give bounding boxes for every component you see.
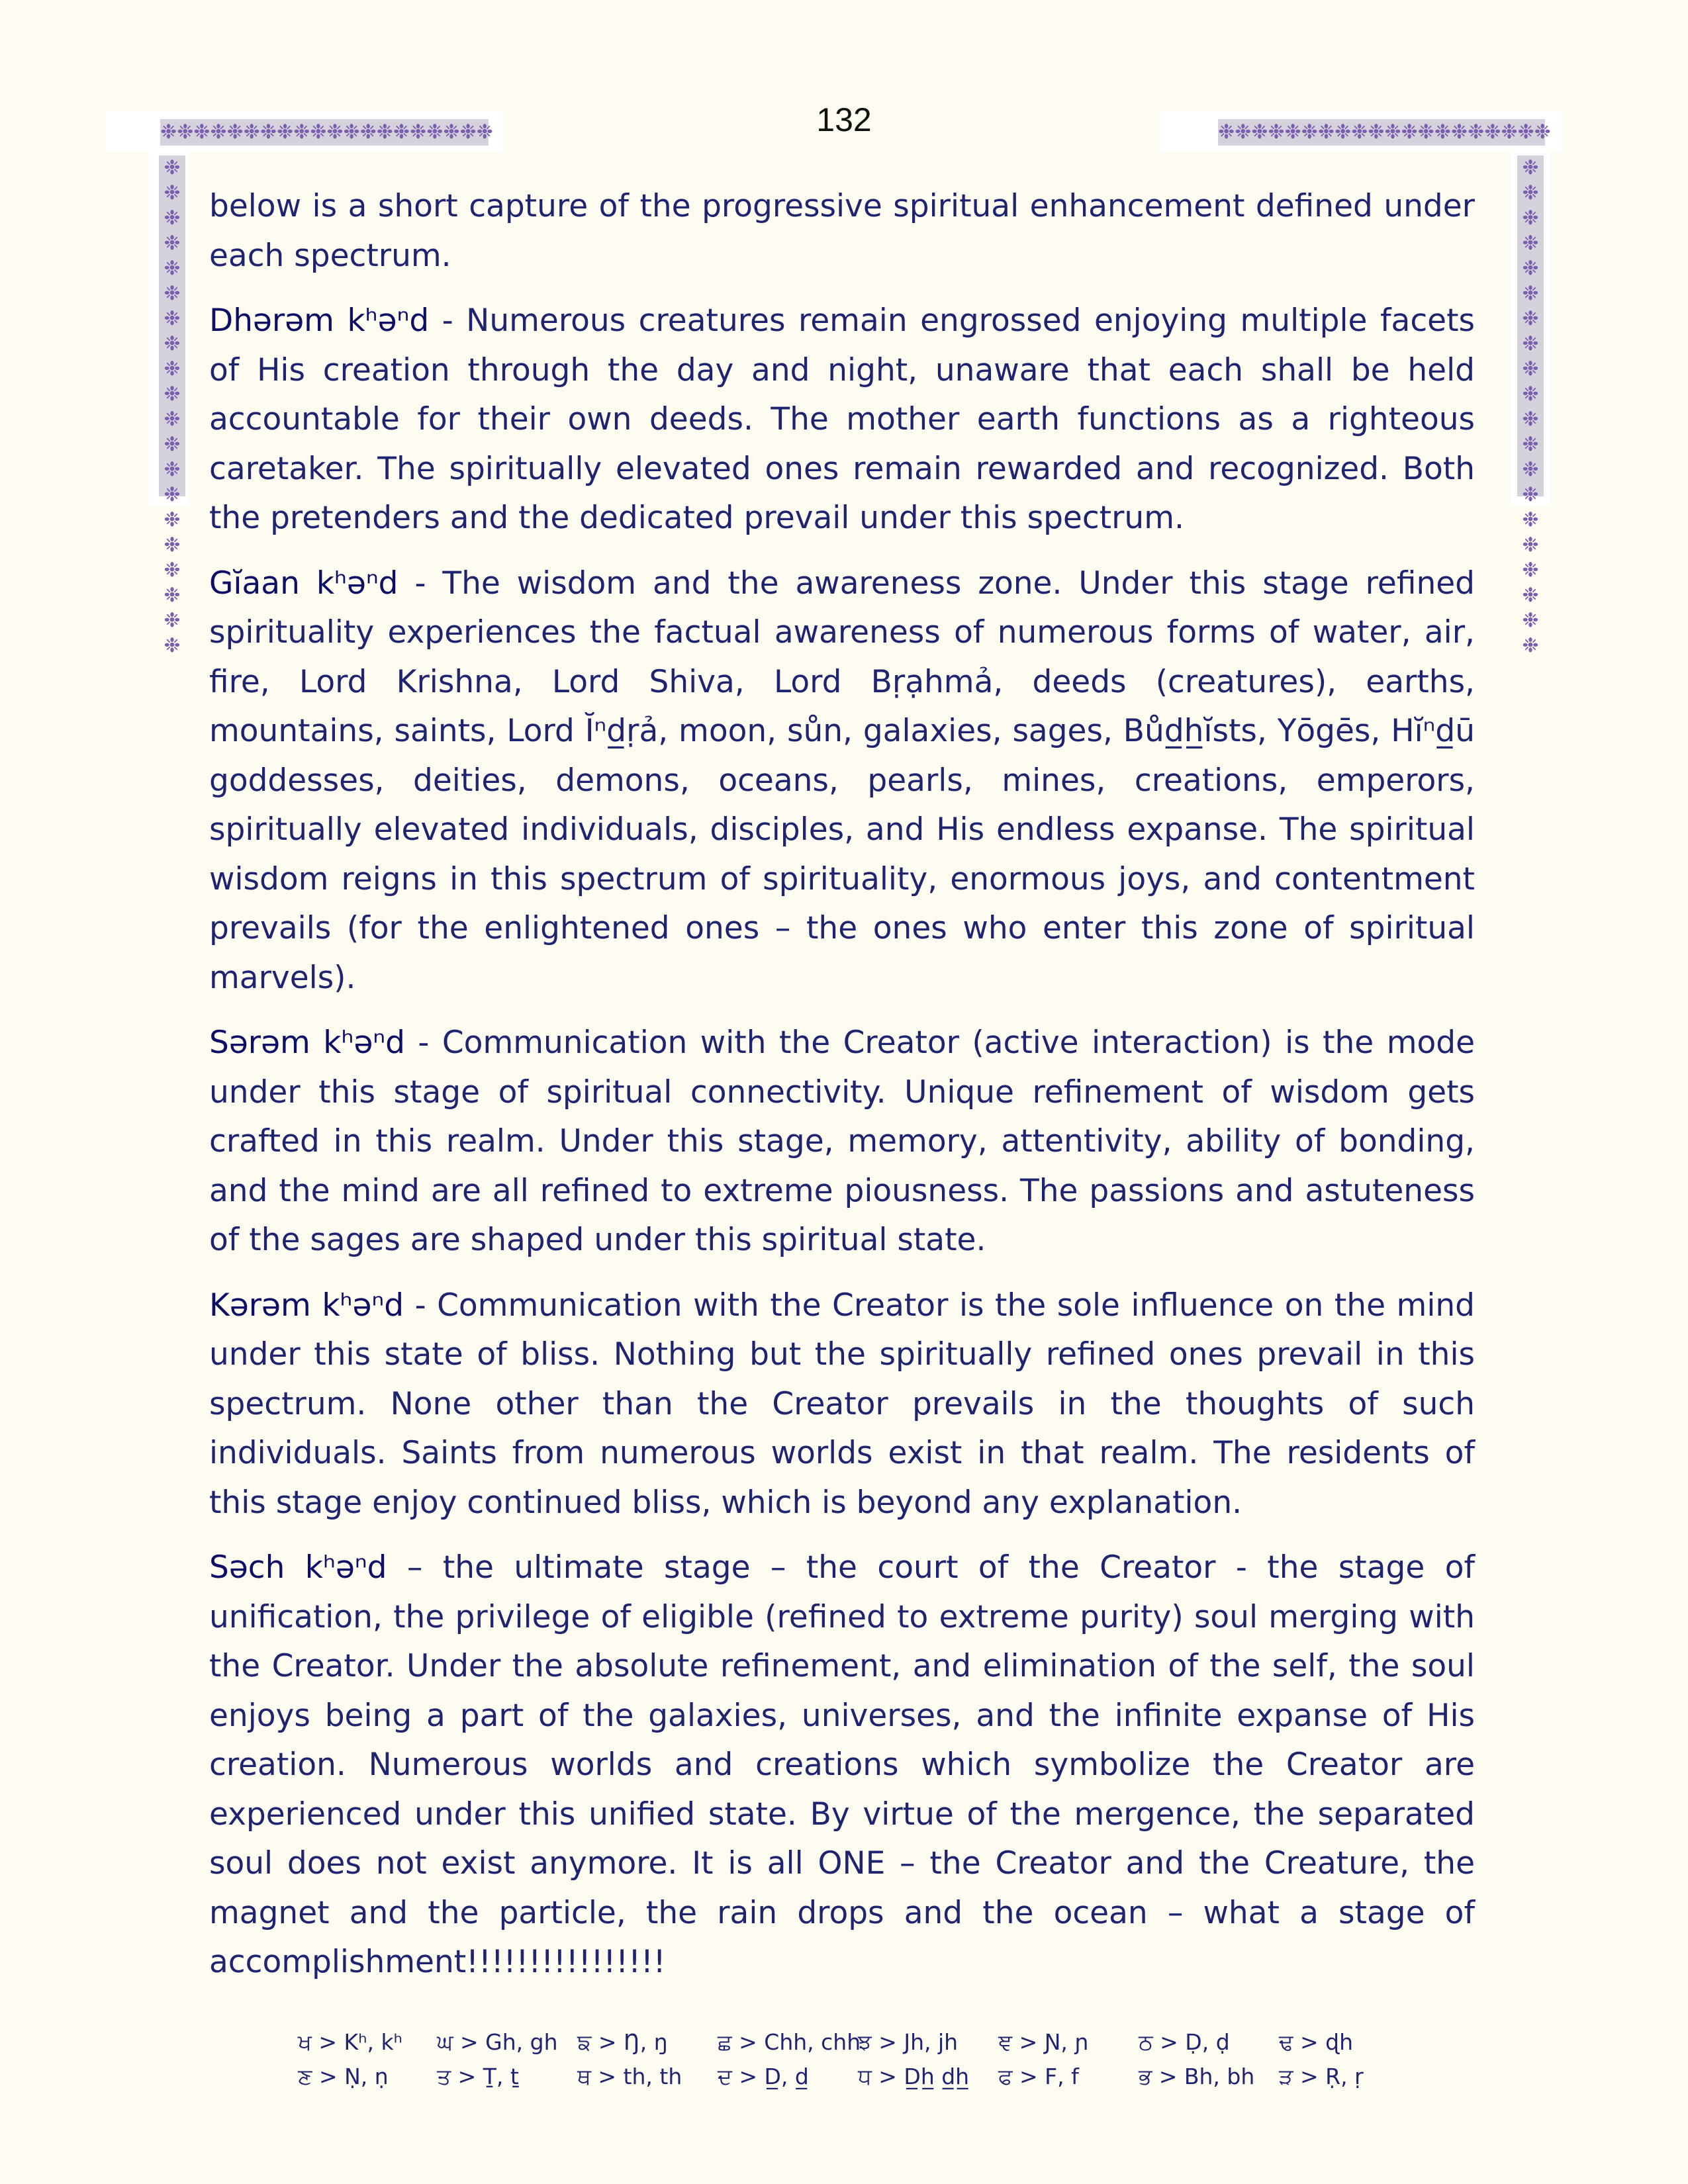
legend-item: ਢ > ɖh — [1279, 2029, 1354, 2055]
transliteration-legend — [298, 2025, 1423, 2094]
body-text — [209, 182, 1475, 2003]
legend-item: ਙ > Ŋ, ŋ — [577, 2029, 668, 2055]
legend-item: ਞ > Ɲ, ɲ — [998, 2029, 1089, 2055]
legend-item: ਥ > th, th — [577, 2064, 682, 2089]
term-label: Dhərəm — [209, 302, 348, 339]
term-khand: kʰəⁿd — [323, 1024, 405, 1061]
legend-item: ਭ > Bh, bh — [1139, 2064, 1255, 2089]
legend-item: ਤ > Ṯ, ṯ — [437, 2064, 519, 2089]
ornament-border-left: ❉❉❉❉❉❉❉❉❉❉❉❉❉❉❉❉❉❉❉❉ — [159, 156, 185, 496]
paragraph-dharam-khand — [209, 296, 1475, 543]
legend-item: ਛ > Chh, chh — [718, 2029, 861, 2055]
paragraph-saram-khand — [209, 1019, 1475, 1265]
ornament-border-right: ❉❉❉❉❉❉❉❉❉❉❉❉❉❉❉❉❉❉❉❉ — [1517, 156, 1544, 496]
paragraph-sach-khand — [209, 1543, 1475, 1987]
legend-item: ਖ > Kʰ, kʰ — [298, 2029, 402, 2055]
paragraph-text: below is a short capture of the progressive spiritual enhancement defined under each spectrum. — [209, 188, 1475, 274]
legend-item: ਣ > Ṇ, ṇ — [298, 2064, 389, 2089]
term-khand: kʰəⁿd — [316, 565, 399, 602]
term-label: Kərəm — [209, 1287, 322, 1324]
paragraph-text: - Communication with the Creator is the sole influence on the mind under this state of bliss. Nothing but the spiritually refined ones prevail in this spectrum. None other than the Creator prevails in the thoughts of such individuals. Saints from numerous worlds exist in that realm. The residents of this stage enjoy continued bliss, which is beyond any explanation. — [209, 1287, 1475, 1521]
legend-item: ਘ > Gh, gh — [437, 2029, 558, 2055]
legend-item: ਫ > F, f — [998, 2064, 1079, 2089]
paragraph-text: - Numerous creatures remain engrossed enjoying multiple facets of His creation through the day and night, unaware that each shall be held accountable for their own deeds. The mother earth functions as a righteous caretaker. The spiritually elevated ones remain rewarded and recognized. Both the pretenders and the dedicated prevail under this spectrum. — [209, 302, 1475, 536]
paragraph-text: - The wisdom and the awareness zone. Under this stage refined spirituality experiences the factual awareness of numerous forms of water, air, fire, Lord Krishna, Lord Shiva, Lord Bṛạhmả, deeds (creatures), earths, mountains, saints, Lord Ĭⁿd̲ṛả, moon, sůn, galaxies, sages, Bůd̲h̲ĭsts, Yōgēs, Hĭⁿd̲ū goddesses, deities, demons, oceans, pearls, mines, creations, emperors, spiritually elevated individuals, disciples, and His endless expanse. The spiritual wisdom reigns in this spectrum of spirituality, enormous joys, and contentment prevails (for the enlightened ones – the ones who enter this zone of spiritual marvels). — [209, 565, 1475, 996]
term-khand: kʰəⁿd — [322, 1287, 404, 1324]
legend-item: ਦ > D̲, d̲ — [718, 2064, 809, 2089]
paragraph-giaan-khand — [209, 559, 1475, 1003]
legend-item: ੜ > Ṛ, ṛ — [1279, 2064, 1364, 2089]
paragraph-text: - Communication with the Creator (active interaction) is the mode under this stage of spiritual connectivity. Unique refinement of wisdom gets crafted in this realm. Under this stage, memory, attentivity, ability of bonding, and the mind are all refined to extreme piousness. The passions and astuteness of the sages are shaped under this spiritual state. — [209, 1024, 1475, 1258]
term-label: Sərəm — [209, 1024, 324, 1061]
term-label: Səch — [209, 1549, 305, 1586]
term-khand: kʰəⁿd — [305, 1549, 387, 1586]
page-number: 132 — [816, 101, 872, 138]
legend-item: ਧ > D̲h̲ d̲h̲ — [858, 2064, 970, 2089]
legend-item: ਝ > Jh, jh — [858, 2029, 959, 2055]
term-khand: kʰəⁿd — [347, 302, 430, 339]
legend-row — [298, 2025, 1423, 2060]
ornament-border-top-right: ❉❉❉❉❉❉❉❉❉❉❉❉❉❉❉❉❉❉❉❉ — [1218, 119, 1545, 146]
paragraph-karam-khand — [209, 1281, 1475, 1528]
ornament-border-top-left: ❉❉❉❉❉❉❉❉❉❉❉❉❉❉❉❉❉❉❉❉ — [160, 119, 489, 146]
term-label: Gĭaan — [209, 565, 316, 602]
legend-row — [298, 2060, 1423, 2094]
legend-item: ਠ > Ḍ, ḍ — [1139, 2029, 1230, 2055]
paragraph-text: – the ultimate stage – the court of the Creator - the stage of unification, the privilege of eligible (refined to extreme purity) soul merging with the Creator. Under the absolute refinement, and elimination of the self, the soul enjoys being a part of the galaxies, universes, and the infinite expanse of His creation. Numerous worlds and creations which symbolize the Creator are experienced under this unified state. By virtue of the mergence, the separated soul does not exist anymore. It is all ONE – the Creator and the Creature, the magnet and the particle, the rain drops and the ocean – what a stage of accomplishment!!!!!!!!!!!!!!!! — [209, 1549, 1475, 1980]
paragraph-intro — [209, 182, 1475, 281]
